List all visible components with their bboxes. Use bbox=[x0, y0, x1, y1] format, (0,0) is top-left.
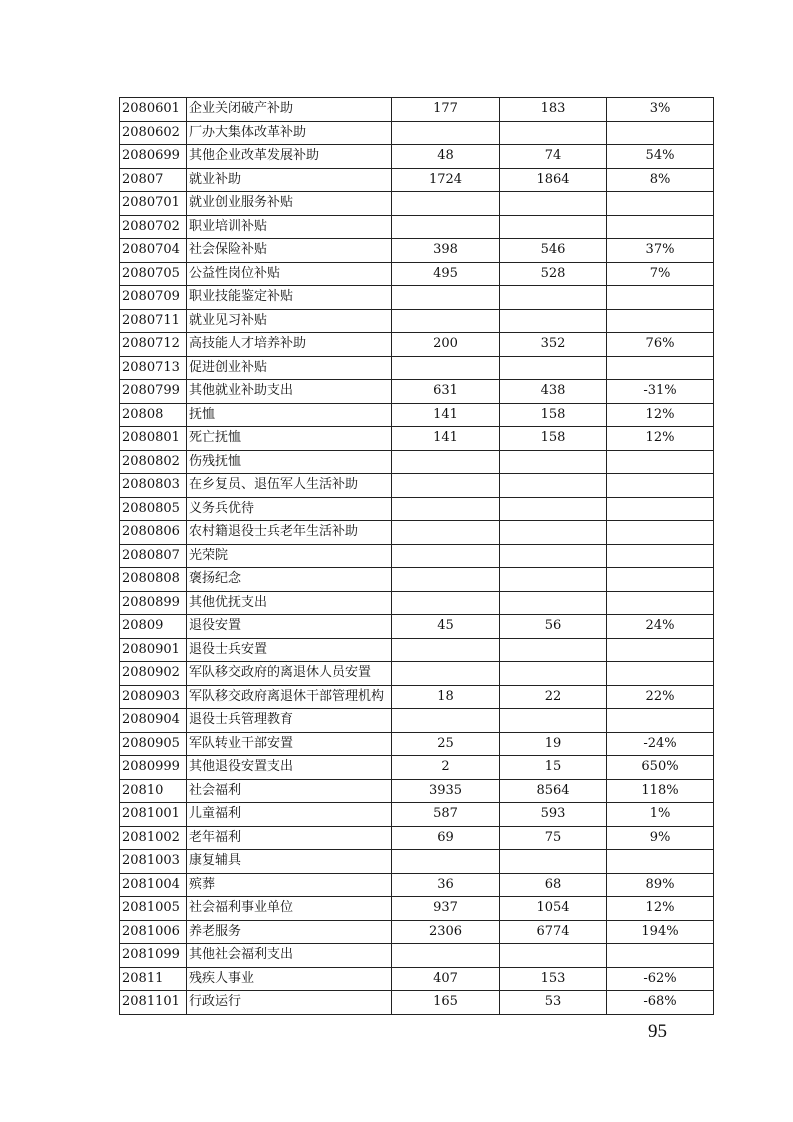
item-name-cell: 厂办大集体改革补助 bbox=[187, 121, 392, 145]
account-code-cell: 2080805 bbox=[120, 497, 187, 521]
amount-cell-1: 18 bbox=[392, 685, 500, 709]
item-name-cell: 其他就业补助支出 bbox=[187, 380, 392, 404]
table-row bbox=[120, 591, 714, 615]
amount-cell-1 bbox=[392, 544, 500, 568]
account-code-cell: 20810 bbox=[120, 779, 187, 803]
amount-cell-1 bbox=[392, 121, 500, 145]
amount-cell-2 bbox=[500, 450, 607, 474]
amount-cell-2: 68 bbox=[500, 873, 607, 897]
amount-cell-2: 53 bbox=[500, 991, 607, 1015]
item-name-cell: 社会保险补贴 bbox=[187, 239, 392, 263]
table-row bbox=[120, 286, 714, 310]
item-name-cell: 其他退役安置支出 bbox=[187, 756, 392, 780]
change-percent-cell bbox=[607, 544, 714, 568]
table-row bbox=[120, 544, 714, 568]
table-row bbox=[120, 803, 714, 827]
amount-cell-1: 937 bbox=[392, 897, 500, 921]
amount-cell-1: 2306 bbox=[392, 920, 500, 944]
account-code-cell: 20809 bbox=[120, 615, 187, 639]
amount-cell-1: 177 bbox=[392, 98, 500, 122]
item-name-cell: 就业创业服务补贴 bbox=[187, 192, 392, 216]
table-row bbox=[120, 873, 714, 897]
change-percent-cell bbox=[607, 309, 714, 333]
page-number: 95 bbox=[648, 1021, 667, 1042]
change-percent-cell bbox=[607, 356, 714, 380]
item-name-cell: 康复辅具 bbox=[187, 850, 392, 874]
amount-cell-1: 25 bbox=[392, 732, 500, 756]
amount-cell-1: 1724 bbox=[392, 168, 500, 192]
account-code-cell: 2080702 bbox=[120, 215, 187, 239]
change-percent-cell bbox=[607, 521, 714, 545]
item-name-cell: 伤残抚恤 bbox=[187, 450, 392, 474]
table-row bbox=[120, 991, 714, 1015]
change-percent-cell: 76% bbox=[607, 333, 714, 357]
item-name-cell: 社会福利 bbox=[187, 779, 392, 803]
account-code-cell: 2080808 bbox=[120, 568, 187, 592]
change-percent-cell bbox=[607, 497, 714, 521]
item-name-cell: 光荣院 bbox=[187, 544, 392, 568]
item-name-cell: 高技能人才培养补助 bbox=[187, 333, 392, 357]
account-code-cell: 2080799 bbox=[120, 380, 187, 404]
table-row bbox=[120, 709, 714, 733]
item-name-cell: 退役士兵管理教育 bbox=[187, 709, 392, 733]
item-name-cell: 殡葬 bbox=[187, 873, 392, 897]
amount-cell-1: 407 bbox=[392, 967, 500, 991]
table-row bbox=[120, 333, 714, 357]
item-name-cell: 行政运行 bbox=[187, 991, 392, 1015]
amount-cell-1 bbox=[392, 521, 500, 545]
item-name-cell: 职业技能鉴定补贴 bbox=[187, 286, 392, 310]
table-row bbox=[120, 309, 714, 333]
change-percent-cell: 3% bbox=[607, 98, 714, 122]
account-code-cell: 2080713 bbox=[120, 356, 187, 380]
item-name-cell: 残疾人事业 bbox=[187, 967, 392, 991]
account-code-cell: 2080801 bbox=[120, 427, 187, 451]
change-percent-cell bbox=[607, 638, 714, 662]
item-name-cell: 养老服务 bbox=[187, 920, 392, 944]
amount-cell-2: 6774 bbox=[500, 920, 607, 944]
account-code-cell: 20808 bbox=[120, 403, 187, 427]
change-percent-cell: 37% bbox=[607, 239, 714, 263]
amount-cell-2: 158 bbox=[500, 403, 607, 427]
account-code-cell: 20811 bbox=[120, 967, 187, 991]
change-percent-cell: 24% bbox=[607, 615, 714, 639]
amount-cell-2: 75 bbox=[500, 826, 607, 850]
item-name-cell: 其他企业改革发展补助 bbox=[187, 145, 392, 169]
item-name-cell: 死亡抚恤 bbox=[187, 427, 392, 451]
change-percent-cell bbox=[607, 568, 714, 592]
table-row bbox=[120, 756, 714, 780]
amount-cell-1: 141 bbox=[392, 403, 500, 427]
account-code-cell: 2080704 bbox=[120, 239, 187, 263]
amount-cell-2: 438 bbox=[500, 380, 607, 404]
table-row bbox=[120, 239, 714, 263]
account-code-cell: 2081003 bbox=[120, 850, 187, 874]
change-percent-cell: 7% bbox=[607, 262, 714, 286]
change-percent-cell bbox=[607, 450, 714, 474]
item-name-cell: 公益性岗位补贴 bbox=[187, 262, 392, 286]
amount-cell-2: 1054 bbox=[500, 897, 607, 921]
item-name-cell: 老年福利 bbox=[187, 826, 392, 850]
item-name-cell: 农村籍退役士兵老年生活补助 bbox=[187, 521, 392, 545]
table-row bbox=[120, 944, 714, 968]
table-row bbox=[120, 403, 714, 427]
change-percent-cell: 9% bbox=[607, 826, 714, 850]
account-code-cell: 2081101 bbox=[120, 991, 187, 1015]
change-percent-cell bbox=[607, 192, 714, 216]
table-row bbox=[120, 662, 714, 686]
change-percent-cell: 118% bbox=[607, 779, 714, 803]
table-row bbox=[120, 732, 714, 756]
table-row bbox=[120, 615, 714, 639]
item-name-cell: 其他优抚支出 bbox=[187, 591, 392, 615]
account-code-cell: 2080602 bbox=[120, 121, 187, 145]
amount-cell-1: 45 bbox=[392, 615, 500, 639]
item-name-cell: 企业关闭破产补助 bbox=[187, 98, 392, 122]
amount-cell-2 bbox=[500, 709, 607, 733]
item-name-cell: 促进创业补贴 bbox=[187, 356, 392, 380]
amount-cell-1 bbox=[392, 638, 500, 662]
account-code-cell: 2080712 bbox=[120, 333, 187, 357]
amount-cell-1: 165 bbox=[392, 991, 500, 1015]
amount-cell-2 bbox=[500, 215, 607, 239]
table-row bbox=[120, 98, 714, 122]
table-row bbox=[120, 967, 714, 991]
amount-cell-2: 1864 bbox=[500, 168, 607, 192]
change-percent-cell bbox=[607, 850, 714, 874]
budget-table bbox=[119, 97, 714, 1015]
change-percent-cell: -68% bbox=[607, 991, 714, 1015]
account-code-cell: 2081001 bbox=[120, 803, 187, 827]
account-code-cell: 2080699 bbox=[120, 145, 187, 169]
account-code-cell: 2080705 bbox=[120, 262, 187, 286]
account-code-cell: 2081006 bbox=[120, 920, 187, 944]
change-percent-cell: 650% bbox=[607, 756, 714, 780]
amount-cell-1: 48 bbox=[392, 145, 500, 169]
table-row bbox=[120, 215, 714, 239]
amount-cell-2: 593 bbox=[500, 803, 607, 827]
amount-cell-1 bbox=[392, 215, 500, 239]
change-percent-cell: -24% bbox=[607, 732, 714, 756]
account-code-cell: 20807 bbox=[120, 168, 187, 192]
amount-cell-1: 200 bbox=[392, 333, 500, 357]
change-percent-cell: 54% bbox=[607, 145, 714, 169]
amount-cell-2: 352 bbox=[500, 333, 607, 357]
table-row bbox=[120, 638, 714, 662]
account-code-cell: 2080711 bbox=[120, 309, 187, 333]
change-percent-cell bbox=[607, 709, 714, 733]
change-percent-cell bbox=[607, 215, 714, 239]
amount-cell-1 bbox=[392, 568, 500, 592]
amount-cell-2 bbox=[500, 309, 607, 333]
table-row bbox=[120, 850, 714, 874]
change-percent-cell: 89% bbox=[607, 873, 714, 897]
account-code-cell: 2080803 bbox=[120, 474, 187, 498]
amount-cell-1 bbox=[392, 286, 500, 310]
item-name-cell: 军队移交政府的离退休人员安置 bbox=[187, 662, 392, 686]
amount-cell-2: 56 bbox=[500, 615, 607, 639]
amount-cell-2: 74 bbox=[500, 145, 607, 169]
item-name-cell: 抚恤 bbox=[187, 403, 392, 427]
change-percent-cell: -62% bbox=[607, 967, 714, 991]
amount-cell-1 bbox=[392, 709, 500, 733]
budget-table-body bbox=[120, 98, 714, 1015]
table-row bbox=[120, 826, 714, 850]
amount-cell-1 bbox=[392, 662, 500, 686]
table-row bbox=[120, 262, 714, 286]
amount-cell-2: 153 bbox=[500, 967, 607, 991]
account-code-cell: 2080999 bbox=[120, 756, 187, 780]
change-percent-cell: 194% bbox=[607, 920, 714, 944]
item-name-cell: 社会福利事业单位 bbox=[187, 897, 392, 921]
item-name-cell: 儿童福利 bbox=[187, 803, 392, 827]
account-code-cell: 2081004 bbox=[120, 873, 187, 897]
change-percent-cell: 12% bbox=[607, 427, 714, 451]
account-code-cell: 2081005 bbox=[120, 897, 187, 921]
amount-cell-1 bbox=[392, 591, 500, 615]
table-row bbox=[120, 521, 714, 545]
amount-cell-2: 22 bbox=[500, 685, 607, 709]
table-row bbox=[120, 474, 714, 498]
amount-cell-2 bbox=[500, 121, 607, 145]
account-code-cell: 2080701 bbox=[120, 192, 187, 216]
amount-cell-1 bbox=[392, 497, 500, 521]
item-name-cell: 就业补助 bbox=[187, 168, 392, 192]
amount-cell-2 bbox=[500, 497, 607, 521]
table-row bbox=[120, 145, 714, 169]
account-code-cell: 2080901 bbox=[120, 638, 187, 662]
item-name-cell: 退役士兵安置 bbox=[187, 638, 392, 662]
amount-cell-2 bbox=[500, 568, 607, 592]
table-row bbox=[120, 427, 714, 451]
amount-cell-2: 546 bbox=[500, 239, 607, 263]
amount-cell-2 bbox=[500, 850, 607, 874]
amount-cell-1: 587 bbox=[392, 803, 500, 827]
amount-cell-2: 183 bbox=[500, 98, 607, 122]
change-percent-cell bbox=[607, 944, 714, 968]
amount-cell-1: 36 bbox=[392, 873, 500, 897]
item-name-cell: 其他社会福利支出 bbox=[187, 944, 392, 968]
item-name-cell: 职业培训补贴 bbox=[187, 215, 392, 239]
amount-cell-2: 8564 bbox=[500, 779, 607, 803]
item-name-cell: 义务兵优待 bbox=[187, 497, 392, 521]
amount-cell-2 bbox=[500, 286, 607, 310]
change-percent-cell bbox=[607, 591, 714, 615]
item-name-cell: 在乡复员、退伍军人生活补助 bbox=[187, 474, 392, 498]
amount-cell-2: 19 bbox=[500, 732, 607, 756]
change-percent-cell: 1% bbox=[607, 803, 714, 827]
amount-cell-2 bbox=[500, 944, 607, 968]
change-percent-cell: 22% bbox=[607, 685, 714, 709]
amount-cell-1: 141 bbox=[392, 427, 500, 451]
amount-cell-2: 158 bbox=[500, 427, 607, 451]
account-code-cell: 2080904 bbox=[120, 709, 187, 733]
item-name-cell: 退役安置 bbox=[187, 615, 392, 639]
account-code-cell: 2081099 bbox=[120, 944, 187, 968]
amount-cell-2 bbox=[500, 638, 607, 662]
amount-cell-1 bbox=[392, 192, 500, 216]
amount-cell-2: 528 bbox=[500, 262, 607, 286]
amount-cell-1 bbox=[392, 474, 500, 498]
account-code-cell: 2080902 bbox=[120, 662, 187, 686]
amount-cell-1 bbox=[392, 850, 500, 874]
amount-cell-1 bbox=[392, 450, 500, 474]
table-row bbox=[120, 380, 714, 404]
change-percent-cell bbox=[607, 286, 714, 310]
item-name-cell: 军队移交政府离退休干部管理机构 bbox=[187, 685, 392, 709]
change-percent-cell bbox=[607, 662, 714, 686]
change-percent-cell bbox=[607, 121, 714, 145]
amount-cell-1 bbox=[392, 356, 500, 380]
item-name-cell: 就业见习补贴 bbox=[187, 309, 392, 333]
amount-cell-1: 398 bbox=[392, 239, 500, 263]
amount-cell-2 bbox=[500, 591, 607, 615]
table-row bbox=[120, 121, 714, 145]
amount-cell-2 bbox=[500, 521, 607, 545]
change-percent-cell: 12% bbox=[607, 897, 714, 921]
item-name-cell: 褒扬纪念 bbox=[187, 568, 392, 592]
table-row bbox=[120, 685, 714, 709]
change-percent-cell bbox=[607, 474, 714, 498]
account-code-cell: 2080903 bbox=[120, 685, 187, 709]
change-percent-cell: -31% bbox=[607, 380, 714, 404]
table-row bbox=[120, 779, 714, 803]
amount-cell-1: 631 bbox=[392, 380, 500, 404]
account-code-cell: 2080802 bbox=[120, 450, 187, 474]
amount-cell-2: 15 bbox=[500, 756, 607, 780]
account-code-cell: 2080905 bbox=[120, 732, 187, 756]
table-row bbox=[120, 356, 714, 380]
amount-cell-1: 69 bbox=[392, 826, 500, 850]
table-row bbox=[120, 450, 714, 474]
amount-cell-1 bbox=[392, 309, 500, 333]
table-row bbox=[120, 568, 714, 592]
amount-cell-1: 2 bbox=[392, 756, 500, 780]
table-row bbox=[120, 897, 714, 921]
account-code-cell: 2080806 bbox=[120, 521, 187, 545]
account-code-cell: 2080709 bbox=[120, 286, 187, 310]
table-row bbox=[120, 168, 714, 192]
change-percent-cell: 8% bbox=[607, 168, 714, 192]
item-name-cell: 军队转业干部安置 bbox=[187, 732, 392, 756]
amount-cell-1 bbox=[392, 944, 500, 968]
amount-cell-1: 495 bbox=[392, 262, 500, 286]
account-code-cell: 2080807 bbox=[120, 544, 187, 568]
account-code-cell: 2080601 bbox=[120, 98, 187, 122]
amount-cell-1: 3935 bbox=[392, 779, 500, 803]
change-percent-cell: 12% bbox=[607, 403, 714, 427]
table-row bbox=[120, 192, 714, 216]
amount-cell-2 bbox=[500, 474, 607, 498]
table-row bbox=[120, 920, 714, 944]
amount-cell-2 bbox=[500, 544, 607, 568]
amount-cell-2 bbox=[500, 662, 607, 686]
table-row bbox=[120, 497, 714, 521]
amount-cell-2 bbox=[500, 356, 607, 380]
account-code-cell: 2080899 bbox=[120, 591, 187, 615]
amount-cell-2 bbox=[500, 192, 607, 216]
account-code-cell: 2081002 bbox=[120, 826, 187, 850]
